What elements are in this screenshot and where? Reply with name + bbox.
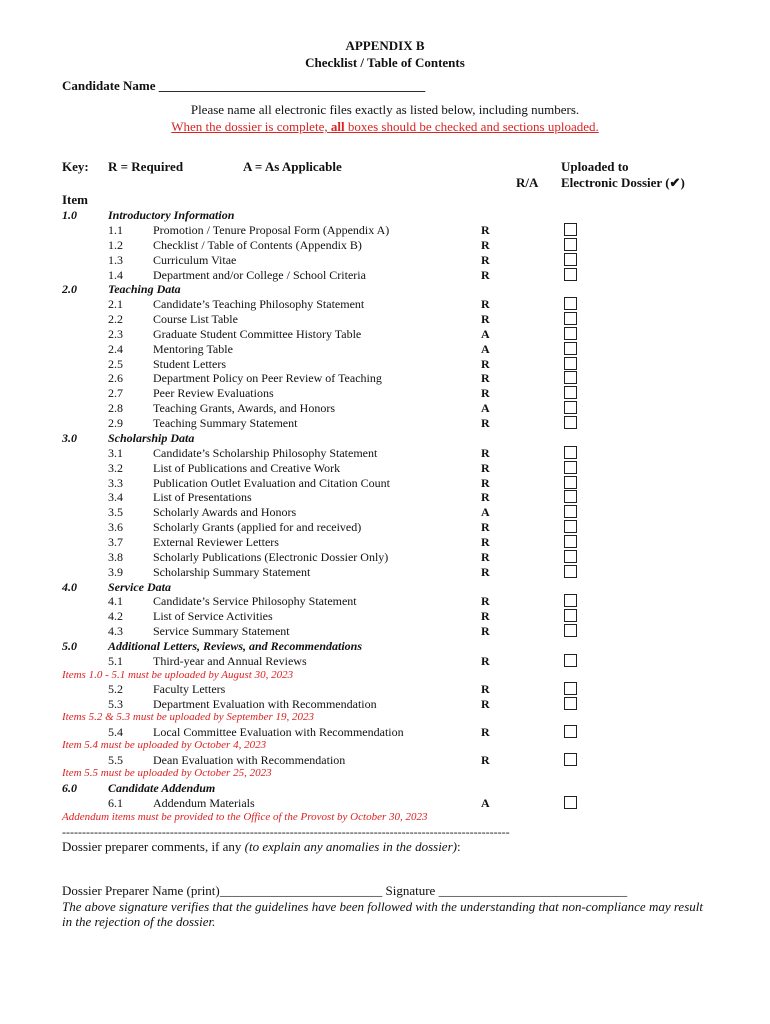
- checklist-row: [0, 401, 770, 416]
- disclaimer-line1: The above signature verifies that the guidelines have been followed with the understanding that non-compliance may result: [62, 899, 703, 914]
- upload-checkbox[interactable]: [564, 416, 577, 429]
- item-label: Scholarly Grants (applied for and received): [153, 520, 362, 534]
- upload-checkbox[interactable]: [564, 446, 577, 459]
- checklist-row: [0, 327, 770, 342]
- ra-code: R: [481, 654, 490, 668]
- item-label: Scholarly Awards and Honors: [153, 505, 297, 519]
- upload-checkbox[interactable]: [564, 253, 577, 266]
- item-number: 2.7: [108, 386, 123, 400]
- ra-code: R: [481, 268, 490, 282]
- completion-warning: [0, 119, 770, 135]
- section-title: Additional Letters, Reviews, and Recommendations: [108, 639, 363, 653]
- item-label: Faculty Letters: [153, 682, 226, 696]
- ra-code: A: [481, 401, 490, 415]
- item-label: Scholarship Summary Statement: [153, 565, 311, 579]
- upload-checkbox[interactable]: [564, 535, 577, 548]
- item-number: 3.2: [108, 461, 123, 475]
- key-label: Key:: [62, 159, 89, 174]
- item-number: 4.2: [108, 609, 123, 623]
- upload-checkbox[interactable]: [564, 327, 577, 340]
- preparer-name-field[interactable]: _________________________: [219, 883, 383, 898]
- item-number: 3.9: [108, 565, 123, 579]
- item-label: List of Presentations: [153, 490, 252, 504]
- item-label: Local Committee Evaluation with Recommendation: [153, 725, 404, 739]
- item-number: 1.1: [108, 223, 123, 237]
- ra-code: R: [481, 446, 490, 460]
- section-number: 3.0: [62, 431, 77, 445]
- candidate-name-field[interactable]: _________________________________________: [158, 78, 426, 93]
- ra-code: R: [481, 223, 490, 237]
- item-number: 2.1: [108, 297, 123, 311]
- section-number: 5.0: [62, 639, 77, 653]
- ra-code: R: [481, 624, 490, 638]
- upload-checkbox[interactable]: [564, 725, 577, 738]
- checklist-row: [0, 725, 770, 740]
- checklist-row: [0, 594, 770, 609]
- upload-checkbox[interactable]: [564, 223, 577, 236]
- upload-checkbox[interactable]: [564, 505, 577, 518]
- checklist-row: [0, 490, 770, 505]
- item-number: 2.5: [108, 357, 123, 371]
- item-number: 3.1: [108, 446, 123, 460]
- item-number: 5.3: [108, 697, 123, 711]
- item-label: Mentoring Table: [153, 342, 233, 356]
- section-heading: [0, 639, 770, 654]
- item-label: Department and/or College / School Criteria: [153, 268, 366, 282]
- item-label: Peer Review Evaluations: [153, 386, 274, 400]
- ra-code: R: [481, 476, 490, 490]
- item-number: 1.3: [108, 253, 123, 267]
- signature-label: Signature: [385, 883, 436, 898]
- ra-code: R: [481, 697, 490, 711]
- item-number: 3.6: [108, 520, 123, 534]
- item-label: Department Policy on Peer Review of Teaching: [153, 371, 382, 385]
- ra-code: R: [481, 253, 490, 267]
- upload-checkbox[interactable]: [564, 268, 577, 281]
- upload-checkbox[interactable]: [564, 342, 577, 355]
- upload-checkbox[interactable]: [564, 371, 577, 384]
- upload-checkbox[interactable]: [564, 654, 577, 667]
- ra-code: R: [481, 565, 490, 579]
- ra-code: R: [481, 357, 490, 371]
- checklist-row: [0, 520, 770, 535]
- appendix-label: APPENDIX B: [345, 38, 425, 53]
- section-title: Service Data: [108, 580, 171, 594]
- key-required: R = Required: [108, 159, 184, 174]
- item-label: Addendum Materials: [153, 796, 255, 810]
- upload-checkbox[interactable]: [564, 401, 577, 414]
- divider: ----------------------------------------------------------------------------------------------------------------: [62, 825, 510, 839]
- comments-hint: (to explain any anomalies in the dossier): [244, 839, 457, 854]
- item-number: 4.3: [108, 624, 123, 638]
- ra-code: R: [481, 520, 490, 534]
- ra-code: R: [481, 682, 490, 696]
- upload-checkbox[interactable]: [564, 697, 577, 710]
- item-label: Candidate’s Teaching Philosophy Statement: [153, 297, 365, 311]
- preparer-row: [62, 883, 627, 899]
- ra-code: R: [481, 550, 490, 564]
- checklist-row: [0, 268, 770, 283]
- item-label: Checklist / Table of Contents (Appendix B): [153, 238, 362, 252]
- section-title: Scholarship Data: [108, 431, 195, 445]
- upload-checkbox[interactable]: [564, 297, 577, 310]
- item-label: Curriculum Vitae: [153, 253, 237, 267]
- uploaded-header-line2: Electronic Dossier (✔): [561, 175, 685, 190]
- ra-code: R: [481, 594, 490, 608]
- item-number: 2.6: [108, 371, 123, 385]
- deadline-note: Item 5.4 must be uploaded by October 4, 2023: [62, 739, 267, 751]
- item-number: 5.5: [108, 753, 123, 767]
- ra-code: R: [481, 297, 490, 311]
- section-heading: [0, 282, 770, 297]
- disclaimer-line2: in the rejection of the dossier.: [62, 914, 216, 929]
- item-number: 1.4: [108, 268, 123, 282]
- comments-colon: :: [456, 839, 461, 854]
- comments-row: [62, 839, 461, 855]
- checklist-row: [0, 682, 770, 697]
- upload-checkbox[interactable]: [564, 312, 577, 325]
- ra-code: A: [481, 327, 490, 341]
- ra-code: R: [481, 416, 490, 430]
- section-heading: [0, 580, 770, 595]
- upload-checkbox[interactable]: [564, 796, 577, 809]
- item-number: 3.3: [108, 476, 123, 490]
- item-label: Course List Table: [153, 312, 238, 326]
- upload-checkbox[interactable]: [564, 461, 577, 474]
- item-number: 5.4: [108, 725, 123, 739]
- item-label: List of Publications and Creative Work: [153, 461, 341, 475]
- item-number: 3.5: [108, 505, 123, 519]
- checklist-row: [0, 342, 770, 357]
- item-label: Candidate’s Service Philosophy Statement: [153, 594, 357, 608]
- upload-checkbox[interactable]: [564, 609, 577, 622]
- upload-checkbox[interactable]: [564, 386, 577, 399]
- checklist-row: [0, 565, 770, 580]
- ra-header: R/A: [516, 175, 539, 190]
- upload-checkbox[interactable]: [564, 624, 577, 637]
- deadline-note: Addendum items must be provided to the Office of the Provost by October 30, 2023: [62, 811, 428, 823]
- section-heading: [0, 431, 770, 446]
- checklist-row: [0, 654, 770, 669]
- upload-checkbox[interactable]: [564, 520, 577, 533]
- section-title: Candidate Addendum: [108, 781, 216, 795]
- checklist-row: [0, 253, 770, 268]
- item-label: Dean Evaluation with Recommendation: [153, 753, 346, 767]
- upload-checkbox[interactable]: [564, 753, 577, 766]
- checklist-row: [0, 223, 770, 238]
- checklist-row: [0, 297, 770, 312]
- checklist-row: [0, 753, 770, 768]
- section-number: 4.0: [62, 580, 77, 594]
- page-title: Checklist / Table of Contents: [305, 55, 465, 70]
- item-number: 2.2: [108, 312, 123, 326]
- upload-checkbox[interactable]: [564, 682, 577, 695]
- item-label: Student Letters: [153, 357, 226, 371]
- checklist-row: [0, 476, 770, 491]
- ra-code: R: [481, 312, 490, 326]
- ra-code: R: [481, 490, 490, 504]
- ra-code: R: [481, 535, 490, 549]
- checklist-row: [0, 624, 770, 639]
- item-label: Publication Outlet Evaluation and Citation Count: [153, 476, 390, 490]
- checklist-row: [0, 312, 770, 327]
- upload-checkbox[interactable]: [564, 476, 577, 489]
- deadline-note: Items 5.2 & 5.3 must be uploaded by September 19, 2023: [62, 711, 315, 723]
- item-number: 3.4: [108, 490, 123, 504]
- section-number: 2.0: [62, 282, 77, 296]
- candidate-name-row: [62, 78, 425, 94]
- upload-checkbox[interactable]: [564, 565, 577, 578]
- checklist-row: [0, 357, 770, 372]
- ra-code: R: [481, 753, 490, 767]
- item-label: Promotion / Tenure Proposal Form (Appendix A): [153, 223, 390, 237]
- upload-checkbox[interactable]: [564, 490, 577, 503]
- item-label: Candidate’s Scholarship Philosophy Statement: [153, 446, 378, 460]
- item-label: Teaching Summary Statement: [153, 416, 298, 430]
- warning-pre: When the dossier is complete,: [171, 119, 331, 134]
- item-label: List of Service Activities: [153, 609, 273, 623]
- checklist-row: [0, 550, 770, 565]
- checklist-row: [0, 371, 770, 386]
- checklist-row: [0, 535, 770, 550]
- item-number: 5.1: [108, 654, 123, 668]
- upload-checkbox[interactable]: [564, 594, 577, 607]
- item-number: 2.9: [108, 416, 123, 430]
- item-number: 4.1: [108, 594, 123, 608]
- item-label: Third-year and Annual Reviews: [153, 654, 307, 668]
- item-header: Item: [62, 192, 88, 207]
- section-number: 6.0: [62, 781, 77, 795]
- checklist-row: [0, 416, 770, 431]
- ra-code: R: [481, 371, 490, 385]
- naming-instruction: Please name all electronic files exactly as listed below, including numbers.: [190, 102, 580, 117]
- upload-checkbox[interactable]: [564, 238, 577, 251]
- ra-code: R: [481, 238, 490, 252]
- ra-code: A: [481, 505, 490, 519]
- item-label: External Reviewer Letters: [153, 535, 279, 549]
- ra-code: R: [481, 386, 490, 400]
- item-label: Department Evaluation with Recommendation: [153, 697, 377, 711]
- checklist-row: [0, 446, 770, 461]
- checklist-row: [0, 697, 770, 712]
- deadline-note: Items 1.0 - 5.1 must be uploaded by August 30, 2023: [62, 669, 294, 681]
- checklist-row: [0, 386, 770, 401]
- ra-code: R: [481, 461, 490, 475]
- item-number: 5.2: [108, 682, 123, 696]
- section-number: 1.0: [62, 208, 77, 222]
- upload-checkbox[interactable]: [564, 357, 577, 370]
- signature-field[interactable]: _____________________________: [438, 883, 628, 898]
- section-title: Teaching Data: [108, 282, 181, 296]
- item-number: 3.8: [108, 550, 123, 564]
- uploaded-header-line1: Uploaded to: [561, 159, 629, 174]
- item-number: 2.4: [108, 342, 123, 356]
- item-number: 1.2: [108, 238, 123, 252]
- item-label: Scholarly Publications (Electronic Dossier Only): [153, 550, 389, 564]
- item-number: 3.7: [108, 535, 123, 549]
- checklist-row: [0, 505, 770, 520]
- section-heading: [0, 781, 770, 796]
- item-label: Teaching Grants, Awards, and Honors: [153, 401, 336, 415]
- candidate-name-label: Candidate Name: [62, 78, 156, 93]
- ra-code: R: [481, 609, 490, 623]
- ra-code: R: [481, 725, 490, 739]
- preparer-label: Dossier Preparer Name (print): [62, 883, 220, 898]
- ra-code: A: [481, 342, 490, 356]
- checklist-row: [0, 796, 770, 811]
- checklist-row: [0, 238, 770, 253]
- item-label: Graduate Student Committee History Table: [153, 327, 362, 341]
- item-number: 2.3: [108, 327, 123, 341]
- deadline-note: Item 5.5 must be uploaded by October 25, 2023: [62, 767, 272, 779]
- item-number: 2.8: [108, 401, 123, 415]
- section-heading: [0, 208, 770, 223]
- item-number: 6.1: [108, 796, 123, 810]
- checklist-row: [0, 461, 770, 476]
- checklist-row: [0, 609, 770, 624]
- key-applicable: A = As Applicable: [243, 159, 342, 174]
- upload-checkbox[interactable]: [564, 550, 577, 563]
- ra-code: A: [481, 796, 490, 810]
- section-title: Introductory Information: [108, 208, 235, 222]
- warning-bold: all: [330, 119, 345, 134]
- warning-post: boxes should be checked and sections uploaded.: [344, 119, 599, 134]
- item-label: Service Summary Statement: [153, 624, 290, 638]
- comments-label: Dossier preparer comments, if any: [62, 839, 245, 854]
